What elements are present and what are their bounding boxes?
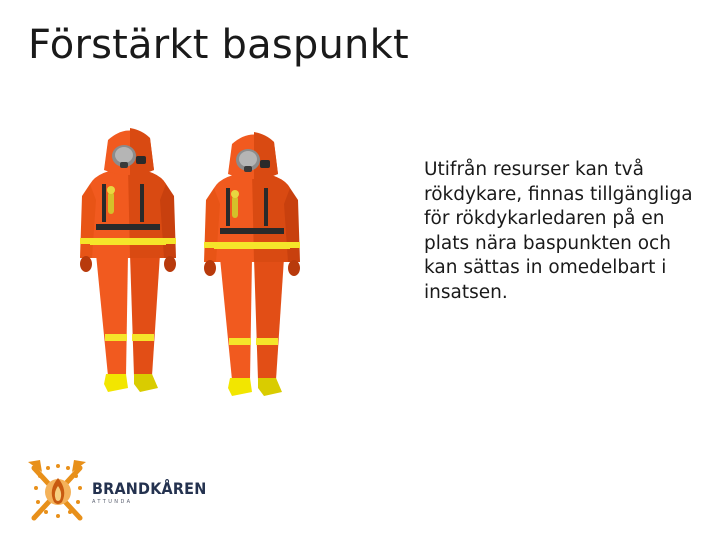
body-text: Utifrån resurser kan två rökdykare, finnas tillgängliga för rökdykarledaren på en plats nära baspunkten och kan sättas in omedelbart i insatsen. xyxy=(424,159,693,303)
firefighter-figures-icon xyxy=(78,120,398,400)
brandkaren-logo xyxy=(26,458,207,528)
logo-tagline: ATTUNDA xyxy=(92,499,133,505)
logo-name: BRANDKÅREN xyxy=(92,479,207,498)
brandkaren-emblem-icon xyxy=(26,458,90,528)
slide-title: Förstärkt baspunkt xyxy=(28,22,409,68)
